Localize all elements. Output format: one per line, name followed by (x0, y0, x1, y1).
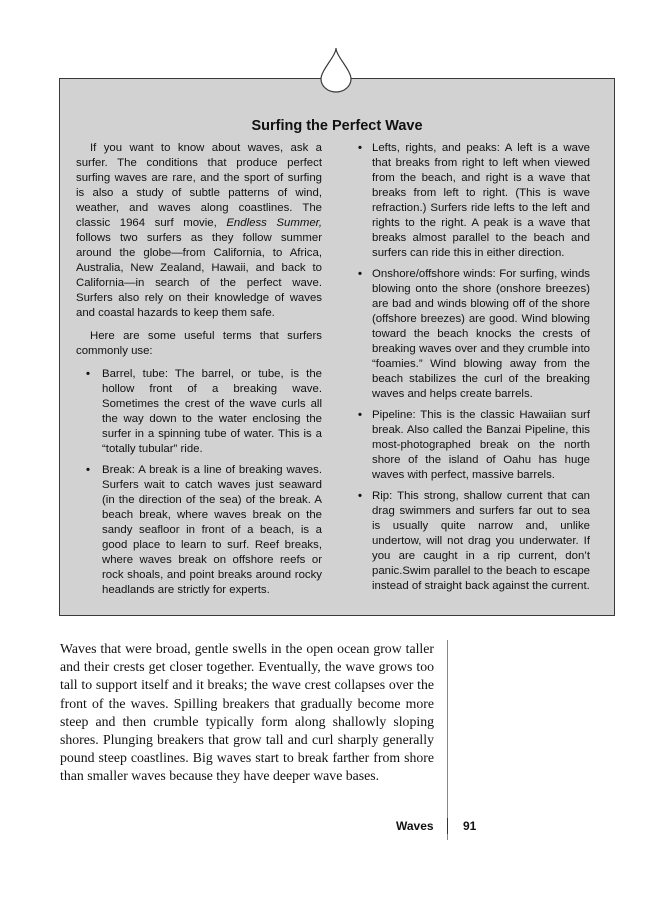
margin-rule (447, 640, 448, 840)
term-break (84, 463, 322, 598)
term-text: Pipeline: This is the classic Hawaiian surf break. Also called the Banzai Pipeline, this most-photographed break on the north shore of the island of Oahu has huge waves with perfect, massive barrels. (372, 409, 590, 481)
bullet-icon: • (86, 464, 90, 476)
right-term-list (358, 141, 590, 594)
sidebar-left-column (76, 141, 322, 604)
term-text: Rip: This strong, shallow current that can drag swimmers and surfers far out to sea is usually quite narrow and, unlike undertow, will not drag you underwater. If you are caught in a rip current, don’t panic.Swim parallel to the beach to escape instead of straight back against the current. (372, 490, 590, 592)
sidebar-intro-paragraph (76, 141, 322, 321)
term-lefts-rights-peaks (358, 141, 590, 261)
terms-intro-paragraph: Here are some useful terms that surfers commonly use: (76, 330, 322, 357)
term-text: Barrel, tube: The barrel, or tube, is the hollow front of a breaking wave. Sometimes the crest of the wave curls all the way down to the water enclosing the surfer in a spinning tube of water. This is a “totally tubular” ride. (102, 368, 322, 455)
sidebar-right-column (358, 141, 590, 600)
bullet-icon: • (358, 268, 362, 280)
intro-text-part-1: If you want to know about waves, ask a surfer. The conditions that produce perfect surfing waves are rare, and the sport of surfing is also a study of subtle patterns of wind, weather, and waves along coastlines. The classic 1964 surf movie, (76, 142, 322, 229)
bullet-icon: • (358, 490, 362, 502)
term-pipeline (358, 408, 590, 483)
body-paragraph: Waves that were broad, gentle swells in the open ocean grow taller and their crests get closer together. Eventually, the wave grows too tall to support itself and it breaks; the wave crest collapses over the front of the waves. Spilling breakers that gradually become more steep and then crumble typically form along shallowly sloping shores. Plunging breakers that grow tall and curl sharply generally pound steep coastlines. Big waves start to break farther from shore than smaller waves because they have deeper wave bases. (60, 641, 434, 784)
term-rip (358, 489, 590, 594)
movie-title: Endless Summer, (226, 217, 322, 229)
footer-section-title: Waves (396, 819, 434, 833)
term-onshore-offshore (358, 267, 590, 402)
intro-text-part-2: follows two surfers as they follow summer around the globe—from California, to Africa, Australia, New Zealand, Hawaii, and back to California—in search of the perfect wave. Surfers also rely on their knowledge of waves and coastal hazards to keep them safe. (76, 232, 322, 319)
term-barrel (84, 367, 322, 457)
term-text: Lefts, rights, and peaks: A left is a wave that breaks from right to left when viewed from the beach, and right is a wave that breaks from left to right. (This is wave refraction.) Surfers ride lefts to the left and rights to the right. A peak is a wave that breaks almost parallel to the beach and surfers can ride this in either direction. (372, 142, 590, 259)
sidebar-title: Surfing the Perfect Wave (251, 118, 423, 134)
term-text: Onshore/offshore winds: For surfing, winds blowing onto the shore (onshore breezes) are bad and winds blowing off of the shore (offshore breezes) are good. Wind blowing toward the beach knocks the crests of breaking waves over and they crumble into “foamies.” Wind blowing away from the beach stabilizes the curl of the breaking waves and helps create barrels. (372, 268, 590, 400)
bullet-icon: • (86, 368, 90, 380)
water-drop-icon (316, 46, 356, 94)
page-number: 91 (463, 819, 477, 833)
left-term-list (76, 367, 322, 598)
bullet-icon: • (358, 409, 362, 421)
sidebar-box (59, 78, 615, 616)
bullet-icon: • (358, 142, 362, 154)
footer-divider (447, 818, 448, 834)
body-text (60, 640, 434, 786)
term-text: Break: A break is a line of breaking waves. Surfers wait to catch waves just seaward (in the direction of the sea) of the break. A beach break, where waves break on the sandy seafloor in front of a beach, is a good place to learn to surf. Reef breaks, where waves break on offshore reefs or rock shoals, and point breaks around rocky headlands are strictly for experts. (102, 464, 322, 596)
